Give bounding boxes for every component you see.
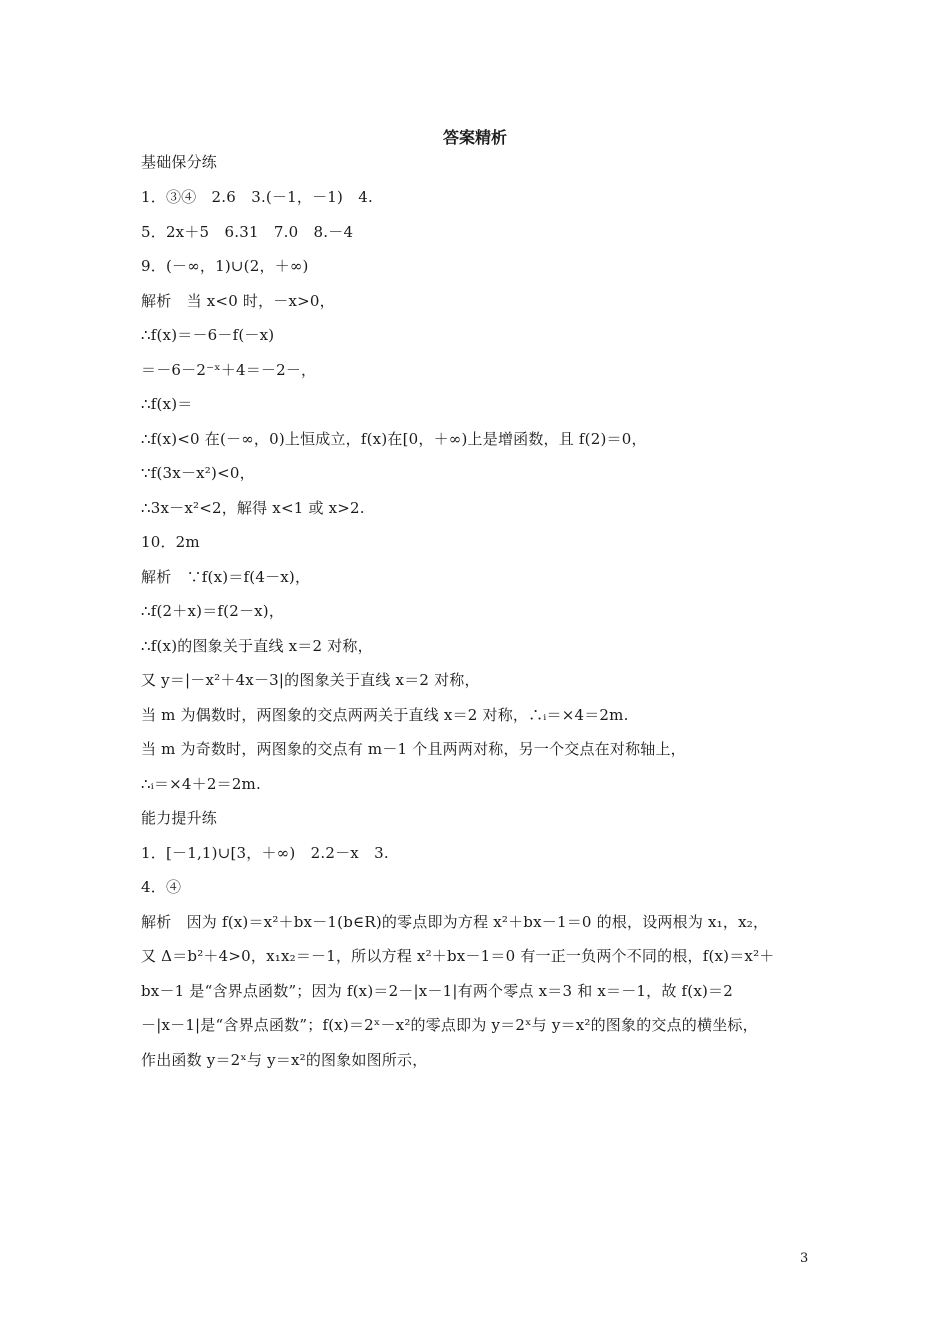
analysis-line: ∴f(x)的图象关于直线 x＝2 对称， bbox=[141, 637, 373, 655]
analysis-line: bx－1 是“含界点函数”；因为 f(x)＝2－|x－1|有两个零点 x＝3 和 x＝－1，故 f(x)＝2 bbox=[141, 982, 733, 1000]
answer-line: 1．[－1,1)∪[3，＋∞) 2.2－x 3. bbox=[141, 844, 389, 862]
analysis-line: ∴f(2＋x)＝f(2－x)， bbox=[141, 602, 285, 620]
answer-line: 4．④ bbox=[141, 878, 182, 896]
section-heading-basic: 基础保分练 bbox=[141, 153, 218, 171]
analysis-line: ∵f(3x－x²)<0， bbox=[141, 464, 255, 482]
analysis-line: ∴f(x)＝－6－f(－x) bbox=[141, 326, 275, 344]
analysis-line: 解析 因为 f(x)＝x²＋bx－1(b∈R)的零点即为方程 x²＋bx－1＝0 的根，设两根为 x₁，x₂， bbox=[141, 913, 769, 931]
answer-line: 5．2x＋5 6.31 7.0 8.－4 bbox=[141, 223, 354, 241]
analysis-line: ＝－6－2⁻ˣ＋4＝－2－， bbox=[141, 361, 317, 379]
answer-line: 9．(－∞，1)∪(2，＋∞) bbox=[141, 257, 309, 275]
analysis-line: 解析 ∵f(x)＝f(4－x)， bbox=[141, 568, 311, 586]
analysis-line: ∴f(x)＝ bbox=[141, 395, 193, 413]
analysis-line: 又 y＝|－x²＋4x－3|的图象关于直线 x＝2 对称， bbox=[141, 671, 480, 689]
analysis-line: 解析 当 x<0 时，－x>0， bbox=[141, 292, 335, 310]
analysis-line: 又 Δ＝b²＋4>0，x₁x₂＝－1，所以方程 x²＋bx－1＝0 有一正一负两个不同的根，f(x)＝x²＋ bbox=[141, 947, 775, 965]
analysis-line: 当 m 为偶数时，两图象的交点两两关于直线 x＝2 对称，∴ᵢ＝×4＝2m. bbox=[141, 706, 629, 724]
page-title: 答案精析 bbox=[442, 128, 507, 147]
analysis-line: ∴3x－x²<2，解得 x<1 或 x>2. bbox=[141, 499, 365, 517]
analysis-line: 当 m 为奇数时，两图象的交点有 m－1 个且两两对称，另一个交点在对称轴上， bbox=[141, 740, 686, 758]
section-heading-advanced: 能力提升练 bbox=[141, 809, 218, 827]
page-number: 3 bbox=[800, 1251, 809, 1266]
analysis-line: 作出函数 y＝2ˣ与 y＝x²的图象如图所示， bbox=[141, 1051, 428, 1069]
analysis-line: －|x－1|是“含界点函数”；f(x)＝2ˣ－x²的零点即为 y＝2ˣ与 y＝x²的图象的交点的横坐标， bbox=[141, 1016, 758, 1034]
analysis-line: ∴ᵢ＝×4＋2＝2m. bbox=[141, 775, 261, 793]
analysis-line: ∴f(x)<0 在(－∞，0)上恒成立，f(x)在[0，＋∞)上是增函数，且 f(2)＝0， bbox=[141, 430, 647, 448]
answer-line: 10．2m bbox=[141, 533, 200, 551]
answer-line: 1．③④ 2.6 3.(－1，－1) 4. bbox=[141, 188, 374, 206]
